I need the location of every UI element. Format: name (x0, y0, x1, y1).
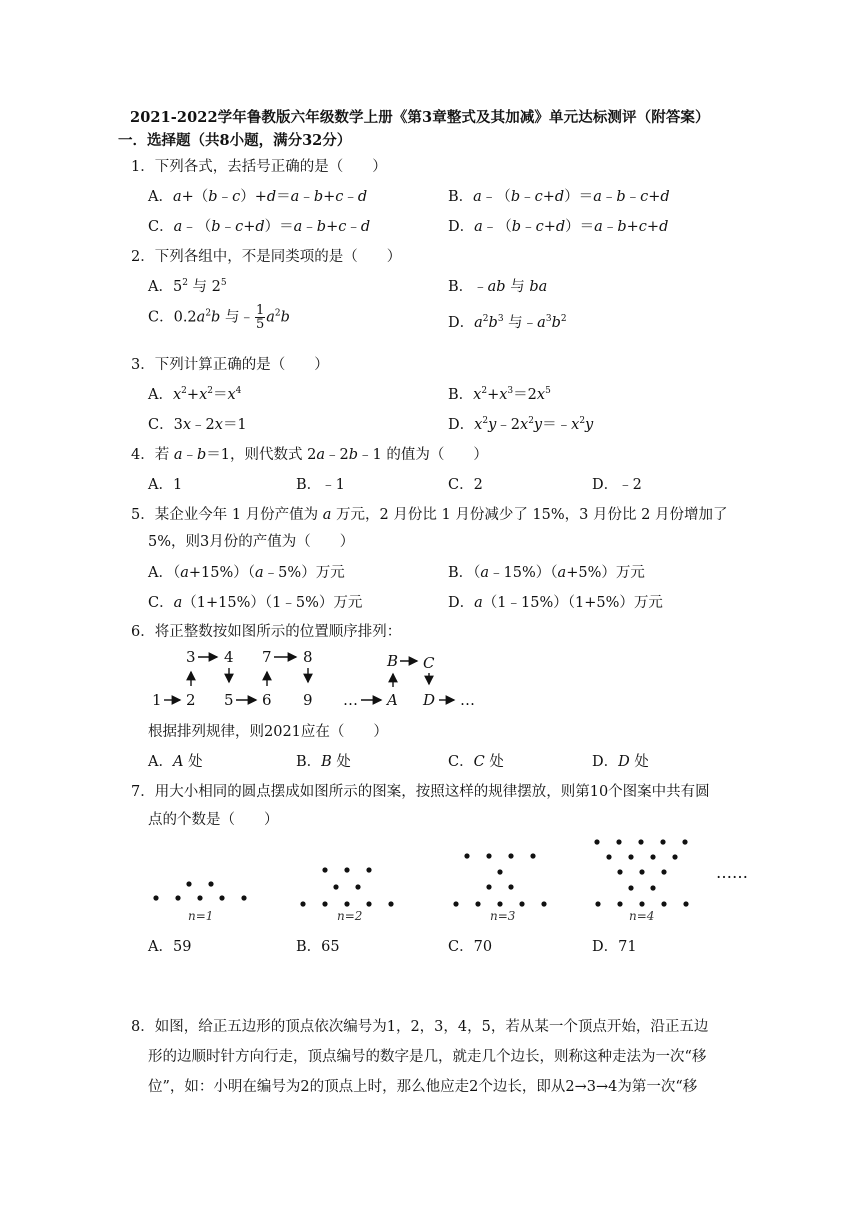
pattern-dot (661, 901, 666, 906)
question-7-option-d: D．71 (592, 939, 637, 955)
question-1-option-b: B．a﹣（b﹣c+d）＝a﹣b﹣c+d (448, 189, 670, 205)
fig6-bottom-9: 9 (303, 691, 313, 709)
question-3-option-c: C．3x﹣2x＝1 (148, 417, 247, 433)
pattern-dot (617, 869, 622, 874)
pattern-dot (594, 839, 599, 844)
pattern-dot (606, 854, 611, 859)
pattern-dot (486, 884, 491, 889)
question-7-option-a: A．59 (148, 939, 192, 955)
fig7-label-n3: n=3 (490, 909, 516, 923)
question-2-option-a: A．$5^2$ 与 $2^5$ (148, 278, 227, 295)
question-5-option-c: C．a（1+15%）（1﹣5%）万元 (148, 595, 363, 611)
question-1-option-d: D．a﹣（b﹣c+d）＝a﹣b+c+d (448, 219, 669, 235)
fig7-label-n1: n=1 (188, 909, 214, 923)
question-8-line-1: 8．如图，给正五边形的顶点依次编号为1，2，3，4，5，若从某一个顶点开始，沿正五边 (131, 1019, 709, 1035)
pattern-dot (175, 895, 180, 900)
pattern-dot (453, 901, 458, 906)
pattern-dot (628, 854, 633, 859)
question-4-option-d: D．﹣2 (592, 477, 642, 493)
pattern-dot (366, 901, 371, 906)
question-3-option-b: B．$x^2+x^3=2x^5$ (448, 386, 551, 403)
pattern-dot (650, 885, 655, 890)
question-8-line-3: 位”，如：小明在编号为2的顶点上时，那么他应走2个边长，即从2→3→4为第一次“移 (148, 1079, 698, 1095)
pattern-dot (519, 901, 524, 906)
pattern-dot (322, 901, 327, 906)
pattern-dot (639, 869, 644, 874)
fig6-top-b: B (387, 652, 399, 670)
fig7-label-n4: n=4 (629, 909, 655, 923)
pattern-dot (153, 895, 158, 900)
pattern-dot (617, 901, 622, 906)
pattern-dot (208, 881, 213, 886)
question-2-stem: 2．下列各组中，不是同类项的是（ ） (131, 249, 402, 265)
pattern-dot (322, 867, 327, 872)
pattern-dot (508, 884, 513, 889)
fig6-bottom-ellipsis-end: … (460, 691, 475, 709)
fig6-bottom-1: 1 (152, 691, 162, 709)
question-4-stem: 4．若 a﹣b＝1，则代数式 2a﹣2b﹣1 的值为（ ） (131, 447, 488, 463)
pattern-dot (241, 895, 246, 900)
pattern-dot (497, 901, 502, 906)
question-7-stem-line-2: 点的个数是（ ） (148, 812, 279, 828)
question-6-option-a: A．A 处 (148, 754, 203, 770)
question-5-stem-line-1: 5．某企业今年 1 月份产值为 a 万元，2 月份比 1 月份减少了 15%，3 月份比 2 月份增加了 (131, 507, 728, 523)
fig6-bottom-6: 6 (262, 691, 272, 709)
pattern-dot (197, 895, 202, 900)
question-6-option-c: C．C 处 (448, 754, 504, 770)
pattern-dot (464, 853, 469, 858)
question-1-stem: 1．下列各式，去括号正确的是（ ） (131, 159, 387, 175)
question-1-option-a: A．a+（b﹣c）+d＝a﹣b+c﹣d (148, 189, 368, 205)
dot-pattern-dots (153, 839, 688, 906)
fig6-bottom-5: 5 (224, 691, 234, 709)
pattern-dot (660, 839, 665, 844)
fig6-bottom-d: D (423, 691, 436, 709)
pattern-dot (628, 885, 633, 890)
question-5-option-d: D．a（1﹣15%）（1+5%）万元 (448, 595, 663, 611)
number-arrangement-figure (140, 642, 500, 714)
fig6-bottom-a: A (387, 691, 398, 709)
question-3-option-d: D．$x^2y﹣2x^2y=﹣x^2y$ (448, 416, 594, 433)
pattern-dot (661, 869, 666, 874)
question-5-option-b: B．（a﹣15%）（a+5%）万元 (448, 565, 645, 581)
question-5-option-a: A．（a+15%）（a﹣5%）万元 (148, 565, 345, 581)
fig6-top-7: 7 (262, 648, 272, 666)
fig6-top-8: 8 (303, 648, 313, 666)
question-3-option-a: A．$x^2+x^2=x^4$ (148, 386, 242, 403)
pattern-dot (344, 867, 349, 872)
question-7-stem-line-1: 7．用大小相同的圆点摆成如图所示的图案，按照这样的规律摆放，则第10个图案中共有圆 (131, 784, 710, 800)
question-6-stem-2: 根据排列规律，则2021应在（ ） (148, 724, 388, 740)
question-2-option-d: D．$a^2b^3$ 与$﹣a^3b^2$ (448, 314, 567, 331)
pattern-dot (486, 853, 491, 858)
fig6-top-4: 4 (224, 648, 234, 666)
pattern-dot (333, 884, 338, 889)
question-4-option-b: B．﹣1 (296, 477, 345, 493)
question-3-stem: 3．下列计算正确的是（ ） (131, 357, 329, 373)
question-7-option-b: B．65 (296, 939, 340, 955)
pattern-dot (595, 901, 600, 906)
question-6-stem: 6．将正整数按如图所示的位置顺序排列： (131, 624, 402, 640)
pattern-dot (344, 901, 349, 906)
pattern-dot (508, 853, 513, 858)
question-5-stem-line-2: 5%，则3月份的产值为（ ） (148, 534, 355, 550)
section-heading: 一．选择题（共8小题，满分32分） (118, 132, 352, 149)
pattern-dot (366, 867, 371, 872)
pattern-dot (541, 901, 546, 906)
pattern-dot (355, 884, 360, 889)
document-title: 2021-2022学年鲁教版六年级数学上册《第3章整式及其加减》单元达标测评（附答案） (130, 109, 710, 126)
pattern-dot (388, 901, 393, 906)
pattern-dot (300, 901, 305, 906)
pattern-dot (616, 839, 621, 844)
question-8-line-2: 形的边顺时针方向行走，顶点编号的数字是几，就走几个边长，则称这种走法为一次“移 (148, 1049, 707, 1065)
fraction: $\frac{1}{5}$ (255, 303, 265, 332)
fig6-bottom-2: 2 (186, 691, 196, 709)
fig7-ellipsis: …… (716, 863, 748, 882)
dot-pattern-figure (140, 832, 790, 928)
question-2-option-c: C．$0.2a^2b$ 与﹣ $\frac{1}{5}$ $a^2b$ (148, 303, 290, 332)
fig6-bottom-ellipsis: … (343, 691, 358, 709)
pattern-dot (639, 901, 644, 906)
fig6-top-3: 3 (186, 648, 196, 666)
question-4-option-c: C．2 (448, 477, 483, 493)
question-1-option-c: C．a﹣（b﹣c+d）＝a﹣b+c﹣d (148, 219, 371, 235)
pattern-dot (219, 895, 224, 900)
pattern-dot (497, 869, 502, 874)
fig6-top-c: C (423, 654, 435, 672)
pattern-dot (530, 853, 535, 858)
pattern-dot (638, 839, 643, 844)
pattern-dot (683, 901, 688, 906)
pattern-dot (650, 854, 655, 859)
pattern-dot (672, 854, 677, 859)
pattern-dot (682, 839, 687, 844)
question-4-option-a: A．1 (148, 477, 183, 493)
pattern-dot (475, 901, 480, 906)
question-6-option-d: D．D 处 (592, 754, 649, 770)
question-7-option-c: C．70 (448, 939, 493, 955)
fig7-label-n2: n=2 (337, 909, 363, 923)
question-2-option-b: B．﹣ab 与 ba (448, 279, 548, 295)
pattern-dot (186, 881, 191, 886)
question-6-option-b: B．B 处 (296, 754, 351, 770)
